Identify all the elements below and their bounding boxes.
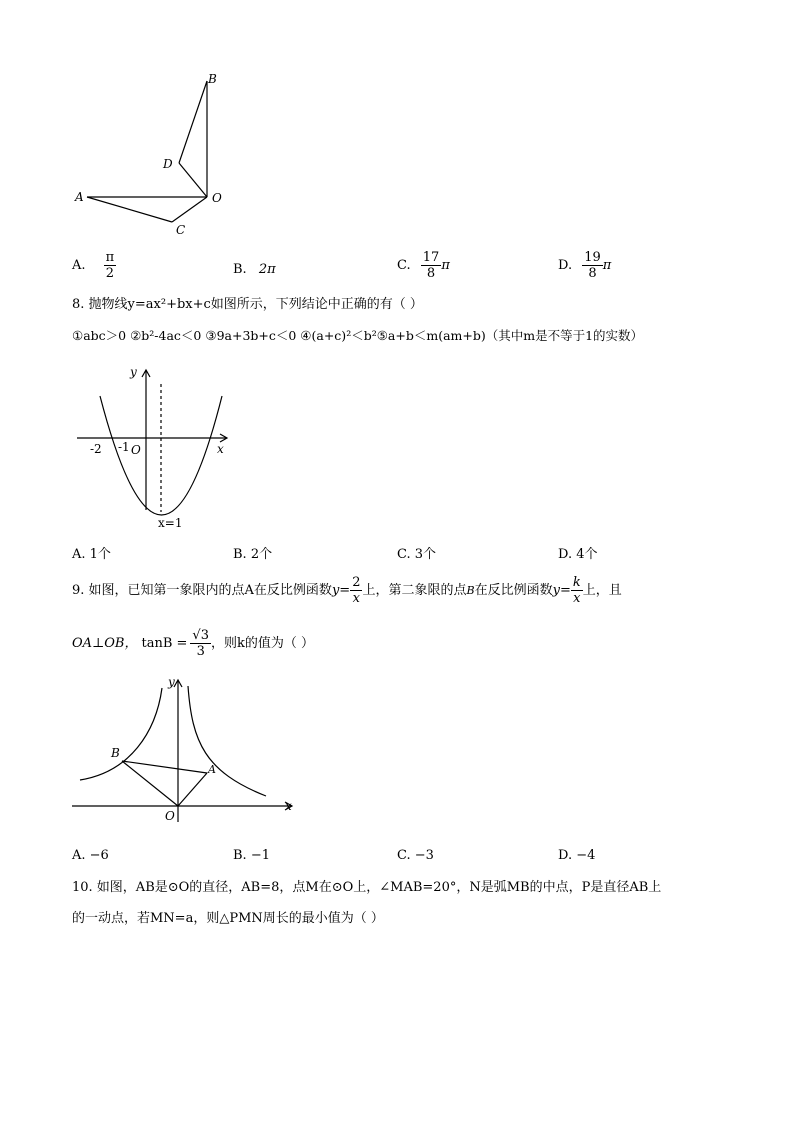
q8-label-neg2: -2 bbox=[90, 442, 102, 456]
q8-conditions: ①abc＞0 ②b²-4ac＜0 ③9a+3b+c＜0 ④(a+c)²＜b²⑤a+b＜m(am+b)（其中m是不等于1的实数） bbox=[72, 328, 644, 343]
q9-label-x: x bbox=[285, 799, 292, 813]
q7-label-O: O bbox=[212, 191, 222, 205]
q8-label-axis: x=1 bbox=[158, 516, 183, 530]
q10-stem-line2: 的一动点，若MN=a，则△PMN周长的最小值为（ ） bbox=[72, 911, 384, 926]
q8-option-c: C. 3个 bbox=[397, 547, 437, 562]
q9-option-b: B. −1 bbox=[233, 848, 270, 863]
q7-option-c: C. $\frac{17}{8}$ π bbox=[397, 250, 450, 281]
q7-label-D: D bbox=[163, 157, 173, 171]
q9-option-c: C. −3 bbox=[397, 848, 434, 863]
q10-stem-line1: 10. 如图，AB是⊙O的直径，AB=8，点M在⊙O上，∠MAB=20°，N是弧MB的中点，P是直径AB上 bbox=[72, 880, 662, 895]
q7-option-b: B. 2π bbox=[233, 262, 276, 277]
q8-option-b: B. 2个 bbox=[233, 547, 273, 562]
q8-label-y: y bbox=[130, 365, 137, 379]
q7-label-B: B bbox=[208, 72, 217, 86]
q8-label-x: x bbox=[217, 442, 224, 456]
q7-option-a: A. $\frac{\pi}{2}$ bbox=[72, 250, 115, 281]
q9-label-O: O bbox=[165, 809, 175, 823]
q9-label-y: y bbox=[168, 675, 175, 689]
q9-stem-line1: 9. 如图，已知第一象限内的点A在反比例函数y= $\frac{2}{x}$ 上，第二象限的点B在反比例函数y= $\frac{k}{x}$ 上，且 bbox=[72, 575, 622, 606]
q7-figure bbox=[70, 70, 230, 240]
q8-option-d: D. 4个 bbox=[558, 547, 598, 562]
q9-option-d: D. −4 bbox=[558, 848, 596, 863]
q9-label-A: A bbox=[208, 763, 216, 776]
q9-stem-line2: OA⊥OB， tanB = $\frac{√3}{3}$ ，则k的值为（ ） bbox=[72, 628, 314, 659]
q8-label-neg1: -1 bbox=[118, 440, 130, 454]
q9-figure bbox=[70, 672, 300, 830]
q9-option-a: A. −6 bbox=[72, 848, 109, 863]
q7-label-C: C bbox=[176, 223, 186, 237]
q7-option-d: D. $\frac{19}{8}$ π bbox=[558, 250, 612, 281]
q8-label-O: O bbox=[131, 443, 141, 457]
q7-label-A: A bbox=[75, 190, 84, 204]
q9-label-B: B bbox=[111, 746, 120, 760]
q8-option-a: A. 1个 bbox=[72, 547, 111, 562]
q8-figure bbox=[72, 362, 242, 534]
q8-stem: 8. 抛物线y=ax²+bx+c如图所示，下列结论中正确的有（ ） bbox=[72, 297, 423, 312]
